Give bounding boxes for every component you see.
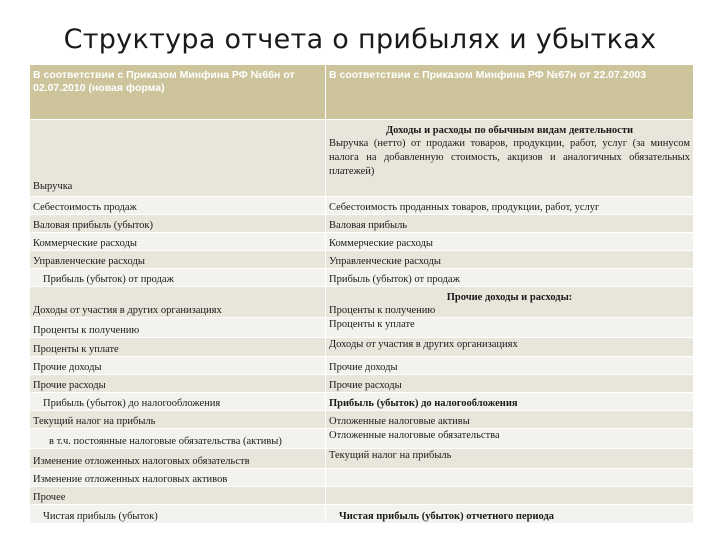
table-row: [30, 233, 694, 251]
table-row: [30, 215, 694, 233]
row-left: Изменение отложенных налоговых активов: [30, 469, 326, 487]
row-left: Текущий налог на прибыль: [30, 411, 326, 429]
table-row: [30, 429, 694, 449]
row-left: Проценты к получению: [30, 318, 326, 338]
row-right: Прочие доходы и расходы: Проценты к получению: [326, 287, 694, 318]
table-row: [30, 357, 694, 375]
table-row: [30, 318, 694, 338]
row-left: в т.ч. постоянные налоговые обязательства (активы): [30, 429, 326, 449]
row-right: Прибыль (убыток) до налогообложения: [326, 393, 694, 411]
row-left: Управленческие расходы: [30, 251, 326, 269]
table-row: [30, 120, 694, 197]
row-right: Отложенные налоговые обязательства: [326, 429, 694, 449]
row-left: Прочее: [30, 487, 326, 505]
table-row: [30, 197, 694, 215]
table-row: [30, 269, 694, 287]
row-left: Выручка: [30, 120, 326, 197]
row-right: Доходы и расходы по обычным видам деятельности Выручка (нетто) от продажи товаров, продукции, работ, услуг (за минусом налога на добавленную стоимость, акцизов и аналогичных обязательных платежей): [326, 120, 694, 197]
row-right: Коммерческие расходы: [326, 233, 694, 251]
row-left: Проценты к уплате: [30, 338, 326, 357]
table-row: [30, 449, 694, 469]
section-heading: Доходы и расходы по обычным видам деятельности: [385, 125, 634, 136]
row-right: Валовая прибыль: [326, 215, 694, 233]
row-right: Доходы от участия в других организациях: [326, 338, 694, 357]
row-right: Чистая прибыль (убыток) отчетного периода: [326, 505, 694, 524]
row-right: Прибыль (убыток) от продаж: [326, 269, 694, 287]
row-left: Прочие расходы: [30, 375, 326, 393]
table-row: [30, 411, 694, 429]
row-right: Себестоимость проданных товаров, продукции, работ, услуг: [326, 197, 694, 215]
table-row: [30, 287, 694, 318]
page-title: Структура отчета о прибылях и убытках: [63, 24, 657, 55]
row-left: Коммерческие расходы: [30, 233, 326, 251]
row-left: Прибыль (убыток) до налогообложения: [30, 393, 326, 411]
row-left: Прочие доходы: [30, 357, 326, 375]
section-heading: Прочие доходы и расходы:: [446, 292, 573, 303]
row-left: Себестоимость продаж: [30, 197, 326, 215]
row-left: Чистая прибыль (убыток): [30, 505, 326, 524]
row-left: Изменение отложенных налоговых обязательств: [30, 449, 326, 469]
table-row: [30, 338, 694, 357]
table-row: [30, 487, 694, 505]
row-left: Прибыль (убыток) от продаж: [30, 269, 326, 287]
row-right: Прочие расходы: [326, 375, 694, 393]
table-row: [30, 469, 694, 487]
header-new-form: В соответствии с Приказом Минфина РФ №66н от 02.07.2010 (новая форма): [30, 65, 326, 120]
row-right: Прочие доходы: [326, 357, 694, 375]
table-row: [30, 393, 694, 411]
row-left: Валовая прибыль (убыток): [30, 215, 326, 233]
row-right: [326, 487, 694, 505]
table-header-row: [30, 65, 694, 120]
header-old-form: В соответствии с Приказом Минфина РФ №67н от 22.07.2003: [326, 65, 694, 120]
row-right: Проценты к уплате: [326, 318, 694, 338]
row-right: [326, 469, 694, 487]
row-right: Управленческие расходы: [326, 251, 694, 269]
table-row: [30, 505, 694, 524]
row-right: Текущий налог на прибыль: [326, 449, 694, 469]
report-structure-table: [29, 64, 694, 524]
table-row: [30, 251, 694, 269]
row-left: Доходы от участия в других организациях: [30, 287, 326, 318]
table-row: [30, 375, 694, 393]
row-right: Отложенные налоговые активы: [326, 411, 694, 429]
